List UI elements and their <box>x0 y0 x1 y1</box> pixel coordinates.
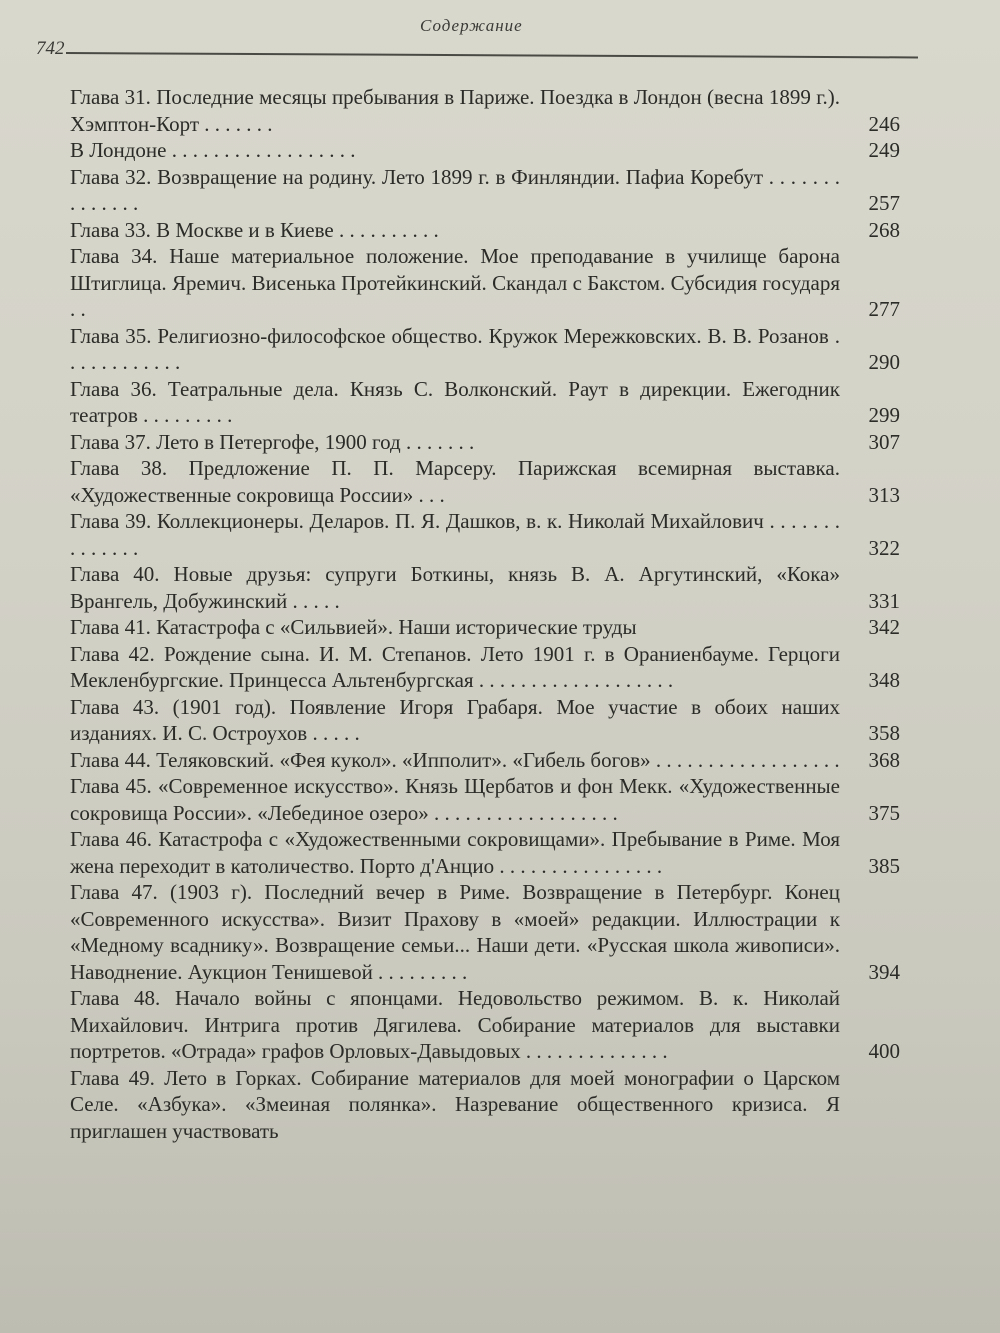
toc-entry-page: 268 <box>868 217 900 242</box>
toc-entry-page: 249 <box>868 138 900 162</box>
toc-entry-text: Глава 38. Предложение П. П. Марсеру. Парижская всемирная выставка. «Художественные сокровища России» . . . <box>70 456 840 507</box>
toc-entry-page: 358 <box>868 721 900 745</box>
toc-entry <box>70 561 910 614</box>
toc-entry-text: Глава 36. Театральные дела. Князь С. Волконский. Раут в дирекции. Ежегодник театров . . . . . . . . . <box>70 376 840 427</box>
toc-entry <box>70 84 910 137</box>
toc-entry-text: Глава 40. Новые друзья: супруги Боткины, князь В. А. Аргутинский, «Кока» Врангель, Добужинский . . . . . <box>70 562 840 613</box>
toc-entry-text: Глава 33. В Москве и в Киеве . . . . . . . . . . <box>70 217 439 242</box>
toc-entry-page: 257 <box>868 191 900 215</box>
toc-entry-page: 307 <box>868 429 900 454</box>
toc-entry-text: Глава 42. Рождение сына. И. М. Степанов. Лето 1901 г. в Ораниенбауме. Герцоги Мекленбургские. Принцесса Альтенбургская . . . . . . . . . . . . . . . . . . . <box>70 641 840 692</box>
toc-entry-page: 400 <box>868 1039 900 1063</box>
toc-entry <box>70 747 910 774</box>
toc-entry-text: Глава 43. (1901 год). Появление Игоря Грабаря. Мое участие в обоих наших изданиях. И. С. Остроухов . . . . . <box>70 694 840 745</box>
toc-entry-text: Глава 47. (1903 г). Последний вечер в Риме. Возвращение в Петербург. Конец «Современного искусства». Визит Прахову в «моей» редакции. Иллюстрации к «Медному всаднику». Возвращение семьи... Наши дети. «Русская школа живописи». Наводнение. Аукцион Тенишевой . . . . . . . . . <box>70 880 840 984</box>
toc-entry <box>70 455 910 508</box>
toc-entry-text: Глава 31. Последние месяцы пребывания в Париже. Поездка в Лондон (весна 1899 г.). Хэмптон-Корт . . . . . . . <box>70 85 840 136</box>
toc-entry <box>70 985 910 1065</box>
running-header-title: Содержание <box>420 16 523 35</box>
toc-entry <box>70 614 910 641</box>
toc-entry <box>70 879 910 985</box>
toc-entry-page: 290 <box>868 350 900 374</box>
toc-entry <box>70 641 910 694</box>
toc-entry-page: 385 <box>868 853 900 878</box>
table-of-contents <box>70 84 910 1144</box>
toc-entry-text: Глава 35. Религиозно-философское общество. Кружок Мережковских. В. В. Розанов . . . . . . . . . . . . <box>70 323 840 374</box>
toc-entry-page: 277 <box>868 297 900 321</box>
toc-entry-text: Глава 49. Лето в Горках. Собирание материалов для моей монографии о Царском Селе. «Азбука». «Змеиная полянка». Назревание общественного кризиса. Я приглашен участвовать <box>70 1065 840 1143</box>
header-rule <box>66 52 918 58</box>
toc-entry <box>70 217 910 244</box>
toc-entry <box>70 429 910 456</box>
toc-entry-page: 313 <box>868 482 900 507</box>
toc-entry-page: 322 <box>868 535 900 560</box>
toc-entry <box>70 164 910 217</box>
toc-entry <box>70 1065 910 1145</box>
toc-entry-text: Глава 41. Катастрофа с «Сильвией». Наши исторические труды <box>70 615 637 639</box>
toc-entry <box>70 826 910 879</box>
toc-entry-text: Глава 45. «Современное искусство». Князь Щербатов и фон Мекк. «Художественные сокровища России». «Лебединое озеро» . . . . . . . . . . . . . . . . . . <box>70 774 840 825</box>
toc-entry-text: Глава 32. Возвращение на родину. Лето 1899 г. в Финляндии. Пафиа Коребут . . . . . . . . . . . . . . <box>70 164 840 215</box>
toc-entry-text: Глава 46. Катастрофа с «Художественными сокровищами». Пребывание в Риме. Моя жена переходит в католичество. Порто д'Анцио . . . . . . . . . . . . . . . . <box>70 827 840 878</box>
page-number: 742 <box>36 38 65 59</box>
toc-entry <box>70 323 910 376</box>
toc-entry-text: Глава 39. Коллекционеры. Деларов. П. Я. Дашков, в. к. Николай Михайлович . . . . . . . . . . . . . . <box>70 509 840 560</box>
toc-entry <box>70 773 910 826</box>
toc-entry-page: 368 <box>868 747 900 772</box>
toc-entry-page: 299 <box>868 403 900 427</box>
toc-entry-text: Глава 44. Теляковский. «Фея кукол». «Ипполит». «Гибель богов» . . . . . . . . . . . . . . . . . . <box>70 747 840 772</box>
toc-entry-page: 394 <box>868 959 900 984</box>
toc-entry-text: Глава 48. Начало войны с японцами. Недовольство режимом. В. к. Николай Михайлович. Интрига против Дягилева. Собирание материалов для выставки портретов. «Отрада» графов Орловых-Давыдовых . . . . . . . . . . . . . . <box>70 986 840 1063</box>
toc-entry <box>70 508 910 561</box>
toc-entry <box>70 137 910 164</box>
toc-entry-page: 331 <box>868 588 900 613</box>
toc-entry <box>70 694 910 747</box>
toc-entry-page: 342 <box>868 615 900 639</box>
toc-entry-text: Глава 37. Лето в Петергофе, 1900 год . . . . . . . <box>70 429 475 454</box>
toc-entry-text: В Лондоне . . . . . . . . . . . . . . . . . . <box>70 138 356 162</box>
toc-entry-text: Глава 34. Наше материальное положение. Мое преподавание в училище барона Штиглица. Яремич. Висенька Протейкинский. Скандал с Бакстом. Субсидия государя . . <box>70 244 840 321</box>
toc-entry <box>70 243 910 323</box>
toc-entry-page: 348 <box>868 668 900 692</box>
toc-entry-page: 375 <box>868 800 900 825</box>
toc-entry-page: 246 <box>868 111 900 136</box>
toc-entry <box>70 376 910 429</box>
